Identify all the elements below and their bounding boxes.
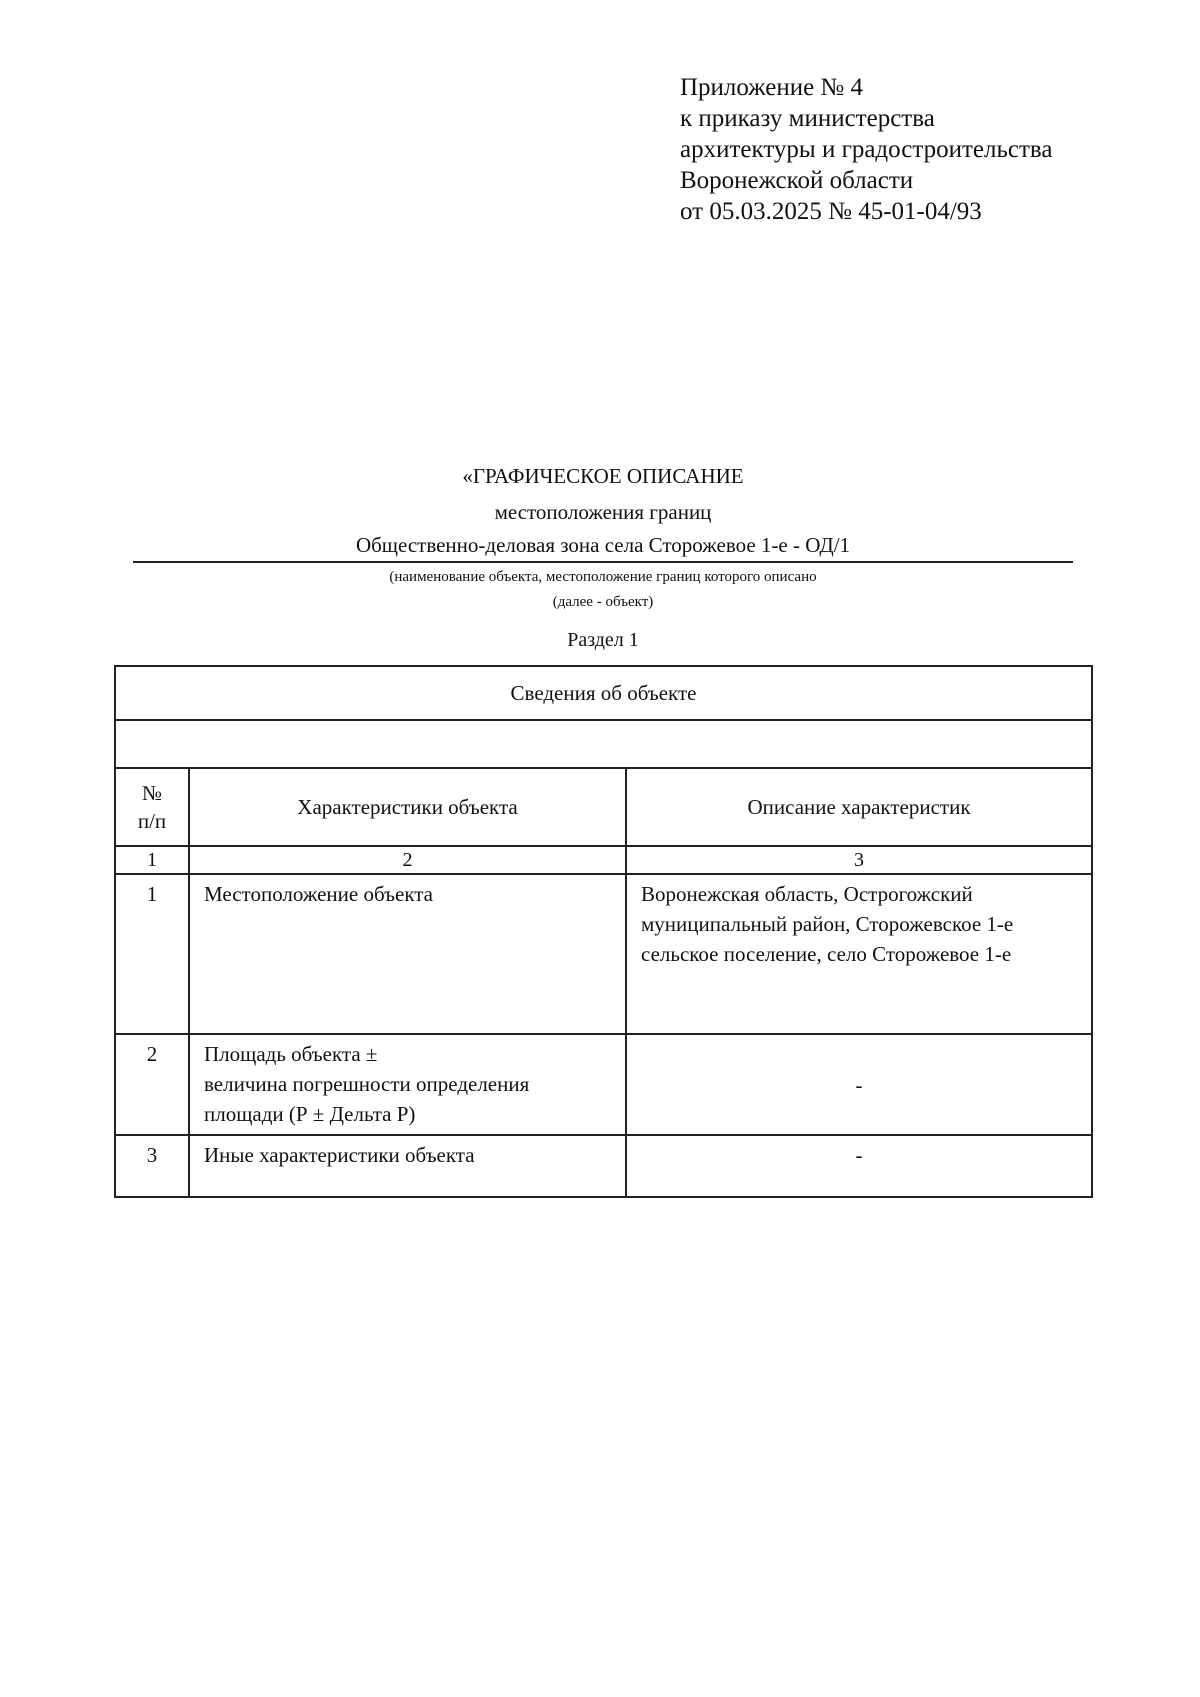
row-characteristic: Иные характеристики объекта [189, 1135, 626, 1197]
document-title: «ГРАФИЧЕСКОЕ ОПИСАНИЕ [462, 464, 744, 488]
section-label: Раздел 1 [567, 629, 639, 651]
table-caption: Сведения об объекте [115, 666, 1092, 720]
object-name: Общественно-деловая зона села Сторожевое 1-е - ОД/1 [133, 530, 1073, 563]
index-cell: 3 [626, 846, 1092, 874]
note-line: (далее - объект) [552, 594, 654, 610]
header-num-line: № [141, 781, 163, 805]
index-cell: 2 [189, 846, 626, 874]
appendix-header [680, 72, 1052, 227]
row-description [626, 874, 1092, 1034]
table-empty-row [115, 720, 1092, 768]
object-info-table [114, 665, 1093, 1198]
header-num-line: п/п [137, 809, 167, 833]
header-characteristics: Характеристики объекта [189, 768, 626, 846]
appendix-line: Приложение № 4 [680, 74, 864, 101]
row-description: - [626, 1135, 1092, 1197]
object-name-note [133, 565, 1073, 615]
appendix-line: архитектуры и градостроительства [680, 136, 1053, 163]
title-block [133, 458, 1073, 653]
row-description: - [626, 1034, 1092, 1135]
table-row [115, 1034, 1092, 1135]
table-header-row [115, 768, 1092, 846]
empty-cell [115, 720, 1092, 768]
table-caption-row [115, 666, 1092, 720]
table-index-row [115, 846, 1092, 874]
row-number: 2 [115, 1034, 189, 1135]
description-line: Воронежская область, Острогожский [641, 882, 973, 906]
table-row [115, 874, 1092, 1034]
index-cell: 1 [115, 846, 189, 874]
appendix-line: Воронежской области [680, 167, 914, 194]
appendix-line: к приказу министерства [680, 105, 935, 132]
row-number: 3 [115, 1135, 189, 1197]
document-subtitle: местоположения границ [494, 500, 712, 524]
row-characteristic [189, 1034, 626, 1135]
description-line: муниципальный район, Сторожевское 1-е [641, 912, 1014, 936]
row-characteristic: Местоположение объекта [189, 874, 626, 1034]
header-num [115, 768, 189, 846]
header-description: Описание характеристик [626, 768, 1092, 846]
characteristic-line: величина погрешности определения [204, 1072, 530, 1096]
description-line: сельское поселение, село Сторожевое 1-е [641, 942, 1012, 966]
characteristic-line: Площадь объекта ± [204, 1042, 378, 1066]
note-line: (наименование объекта, местоположение границ которого описано [389, 569, 817, 585]
row-number: 1 [115, 874, 189, 1034]
table-row [115, 1135, 1092, 1197]
appendix-line: от 05.03.2025 № 45-01-04/93 [680, 198, 982, 225]
characteristic-line: площади (Р ± Дельта Р) [204, 1102, 416, 1126]
